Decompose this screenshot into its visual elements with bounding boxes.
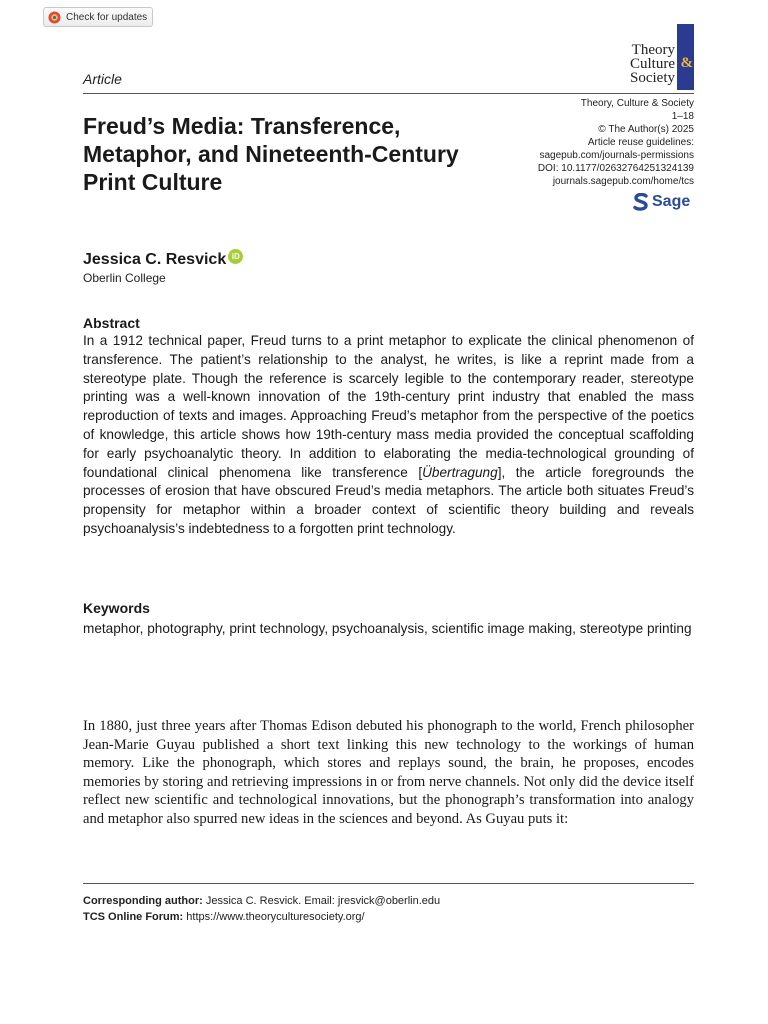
footnotes	[83, 893, 440, 925]
author-name: Jessica C. Resvick	[83, 251, 227, 268]
orcid-icon[interactable]: iD	[228, 249, 243, 264]
meta-reuse-label: Article reuse guidelines:	[587, 137, 694, 148]
abstract-italic-term: Übertragung	[422, 464, 498, 480]
logo-line-theory: Theory	[631, 42, 675, 58]
check-for-updates-label: Check for updates	[66, 11, 148, 23]
logo-ampersand: &	[680, 55, 693, 71]
forum-note	[83, 909, 440, 925]
logo-line-culture: Culture	[630, 56, 675, 72]
publisher-name: Sage	[652, 193, 691, 210]
journal-logo	[588, 24, 696, 90]
body-paragraph: In 1880, just three years after Thomas Edison debuted his phonograph to the world, French philosopher Jean-Marie Guyau published a short text linking this new technology to the workings of human memory. Like the phonograph, which stores and replays sound, the brain, he proposes, encodes memories by storing and retrieving impressions in or from nerve channels. Not only did the device itself reflect new scientific and technological innovations, but the phonograph’s transformation into analogy and metaphor also spurred new ideas in the sciences and beyond. As Guyau puts it:	[83, 718, 694, 827]
logo-line-society: Society	[630, 70, 675, 86]
meta-copyright: © The Author(s) 2025	[598, 124, 694, 135]
footnote-rule	[83, 883, 694, 884]
meta-journal: Theory, Culture & Society	[580, 98, 694, 109]
abstract-heading: Abstract	[83, 315, 140, 331]
corresponding-author-note	[83, 893, 440, 909]
keywords-text: metaphor, photography, print technology, psychoanalysis, scientific image making, stereotype printing	[83, 621, 692, 636]
header-rule	[83, 93, 694, 94]
keywords-heading: Keywords	[83, 600, 150, 616]
corresponding-author-label: Corresponding author:	[83, 895, 203, 907]
abstract-text-part1: In a 1912 technical paper, Freud turns to a print metaphor to explicate the clinical phenomenon of transference. The patient’s relationship to the analyst, he writes, is like a reprint made from a stereotype plate. Though the reference is scarcely legible to the contemporary reader, stereotype printing was a well-known innovation of the 19th-century print industry that enabled the mass reproduction of texts and images. Approaching Freud’s metaphor from the perspective of the poetics of knowledge, this article shows how 19th-century mass media provided the conceptual scaffolding for early psychoanalytic theory. In addition to elaborating the media-technological grounding of foundational clinical phenomena like transference [	[83, 333, 694, 480]
abstract-text	[83, 332, 694, 539]
publisher-logo	[633, 193, 690, 211]
author-block	[83, 251, 243, 269]
section-label: Article	[83, 71, 122, 87]
author-affiliation: Oberlin College	[83, 271, 166, 285]
corresponding-author-text: Jessica C. Resvick. Email: jresvick@oberlin.edu	[202, 895, 441, 907]
meta-permissions-link[interactable]: sagepub.com/journals-permissions	[539, 150, 694, 161]
meta-home-link[interactable]: journals.sagepub.com/home/tcs	[552, 176, 694, 187]
meta-pages: 1–18	[671, 111, 694, 122]
sage-s-icon	[633, 193, 649, 211]
forum-link[interactable]: https://www.theoryculturesociety.org/	[183, 911, 365, 923]
forum-label: TCS Online Forum:	[83, 911, 184, 923]
meta-doi[interactable]: DOI: 10.1177/02632764251324139	[537, 163, 694, 174]
crossmark-icon	[48, 11, 61, 24]
article-metadata	[538, 97, 694, 188]
abstract-text-part2: ], the article foregrounds the processes of erosion that have obscured Freud’s media metaphors. The article both situates Freud’s propensity for metaphor within a broader context of scientific theory building and reveals psychoanalysis’s indebtedness to a forgotten print technology.	[83, 464, 695, 536]
article-title: Freud’s Media: Transference, Metaphor, and Nineteenth-Century Print Culture	[83, 113, 459, 195]
check-for-updates-button[interactable]	[43, 7, 153, 27]
